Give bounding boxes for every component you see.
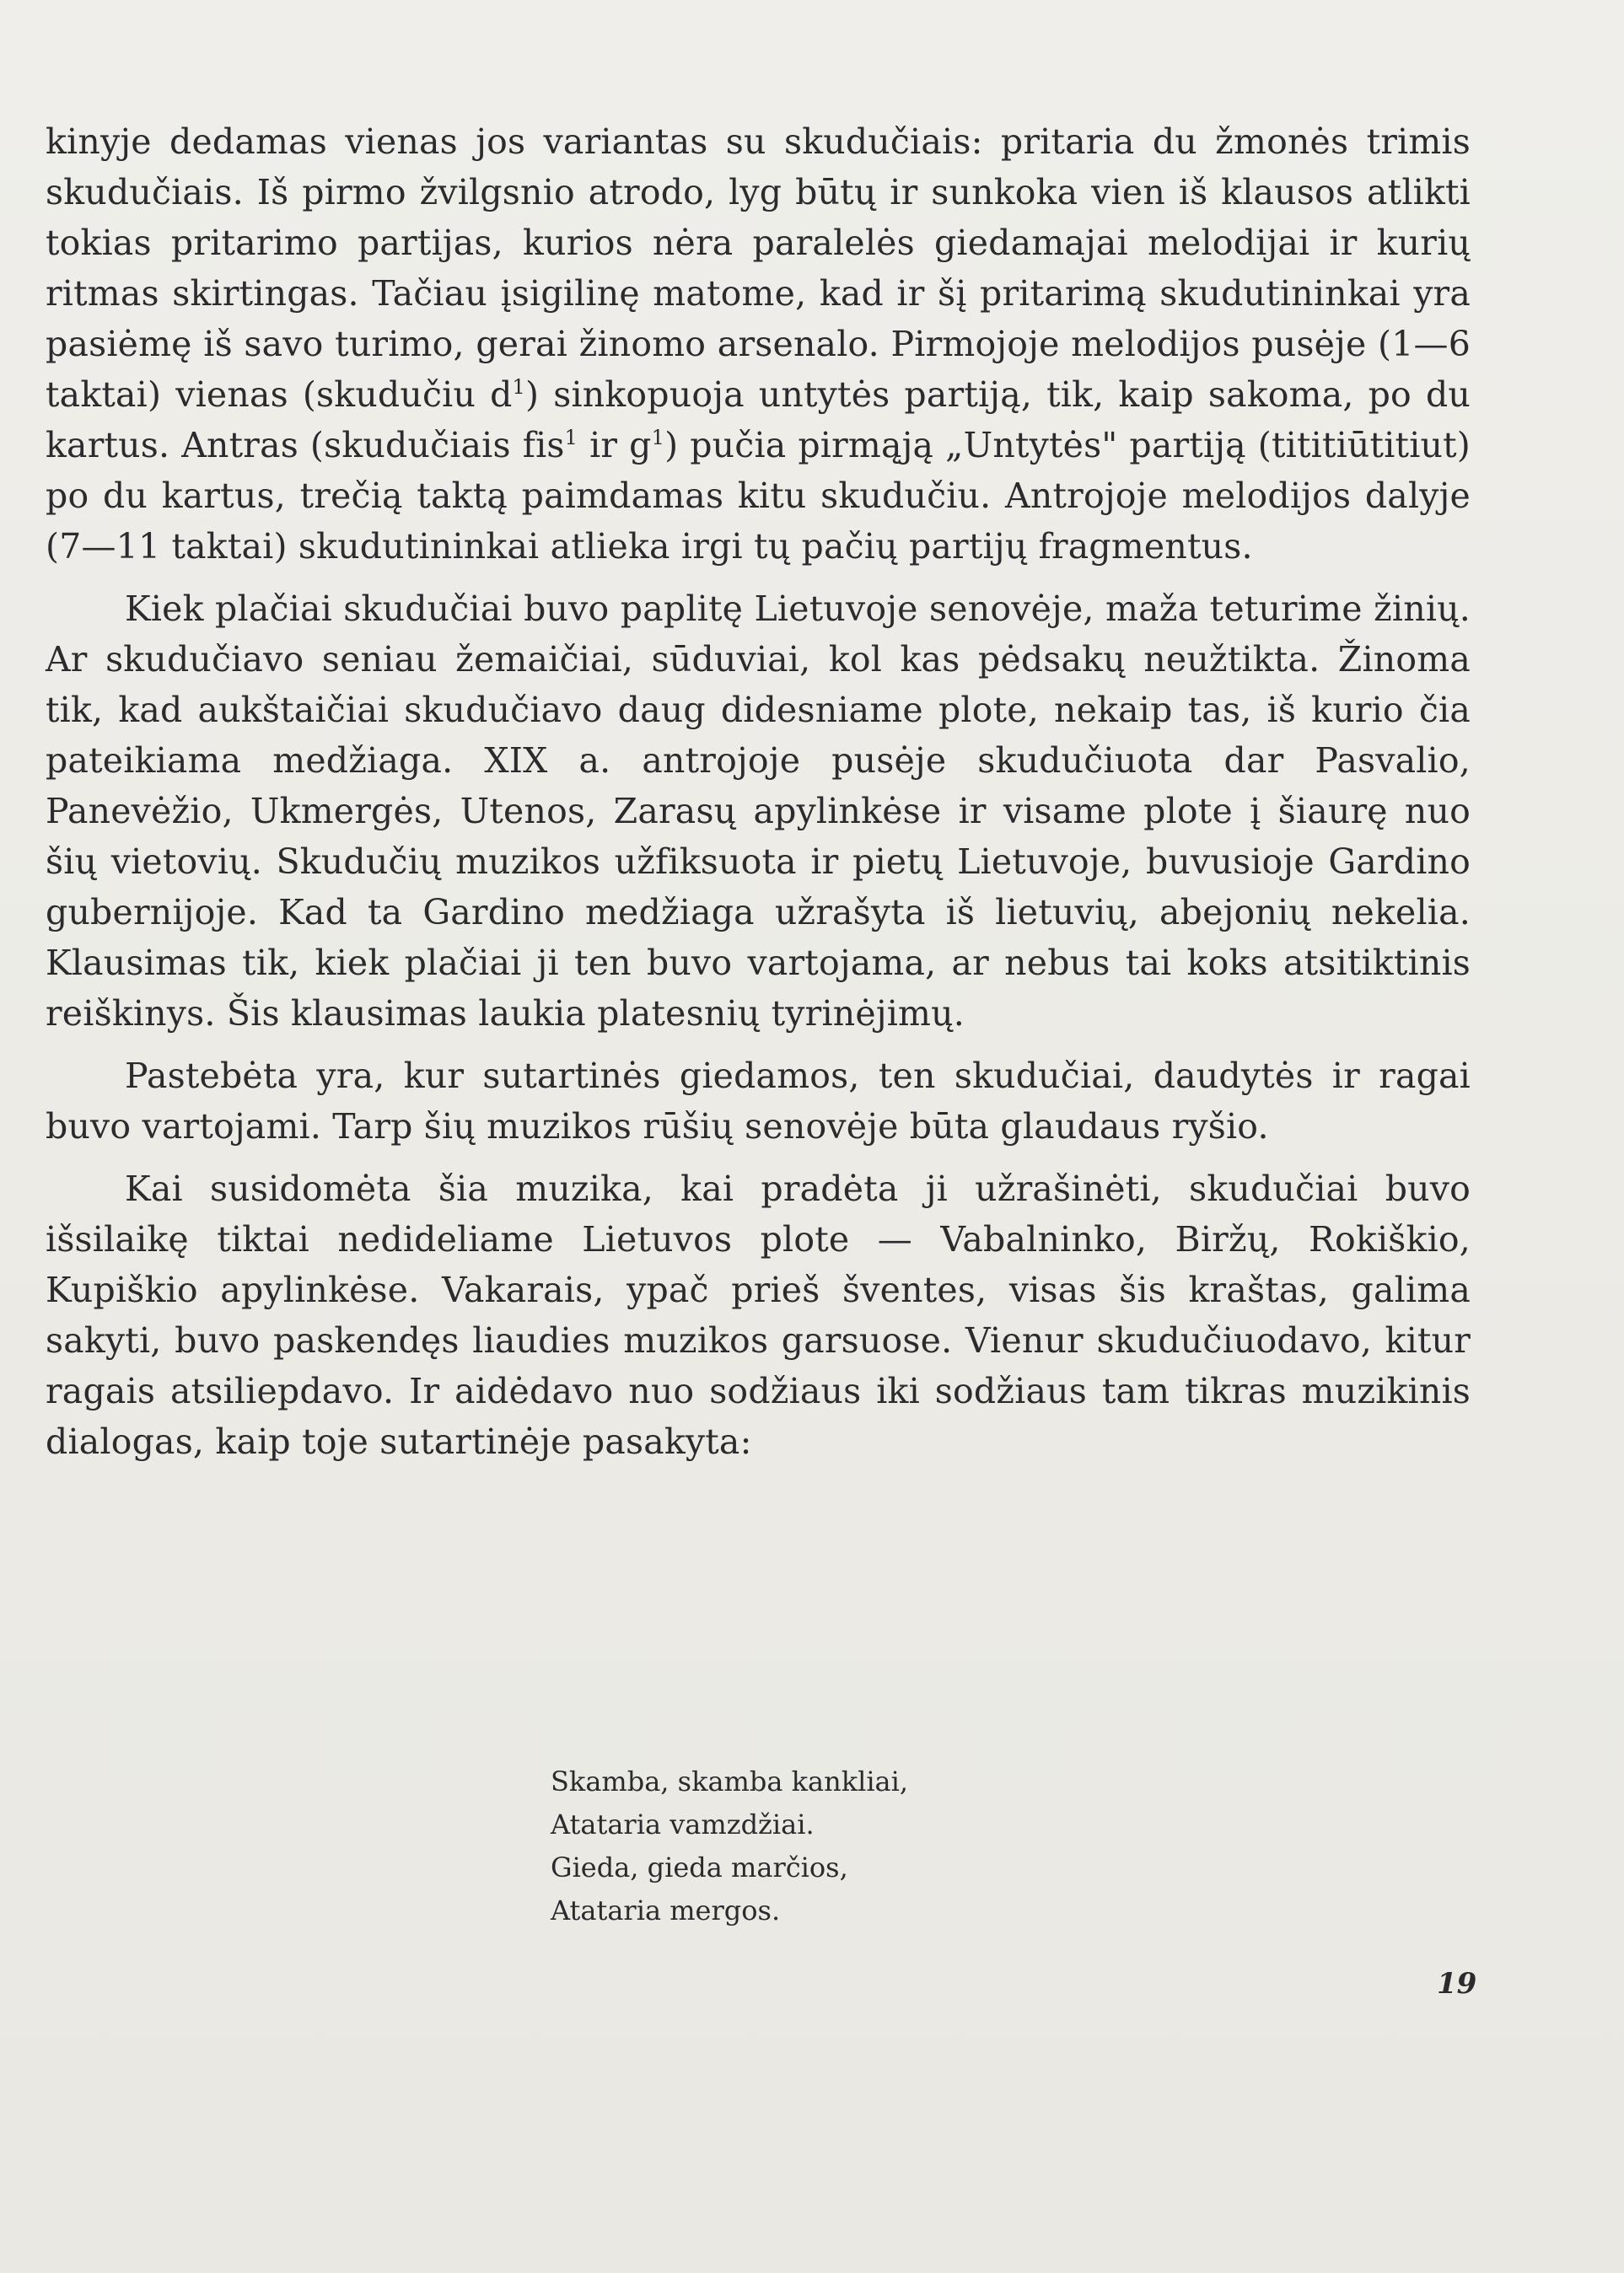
body-text <box>46 116 1471 1467</box>
text-segment: ) pučia pirmąją „Untytės" partiją (tititiūtitiut) po du kartus, trečią taktą paimdamas kitu skudučiu. Antrojoje melodijos dalyje (7—11 taktai) skudutininkai atlieka irgi tų pačių partijų fragmentus. <box>46 425 1471 567</box>
superscript: 1 <box>651 426 665 449</box>
paragraph-1 <box>46 116 1471 572</box>
superscript: 1 <box>564 426 578 449</box>
text-segment: Kiek plačiai skudučiai buvo paplitę Lietuvoje senovėje, maža teturime žinių. Ar skudučiavo seniau žemaičiai, sūduviai, kol kas pėdsakų neužtikta. Žinoma tik, kad aukštaičiai skudučiavo daug didesniame plote, nekaip tas, iš kurio čia pateikiama medžiaga. XIX a. antrojoje pusėje skudučiuota dar Pasvalio, Panevėžio, Ukmergės, Utenos, Zarasų apylinkėse ir visame plote į šiaurę nuo šių vietovių. Skudučių muzikos užfiksuota ir pietų Lietuvoje, buvusioje Gardino gubernijoje. Kad ta Gardino medžiaga užrašyta iš lietuvių, abejonių nekelia. Klausimas tik, kiek plačiai ji ten buvo vartojama, ar nebus tai koks atsitiktinis reiškinys. Šis klausimas laukia platesnių tyrinėjimų. <box>46 588 1471 1034</box>
verse-line: Gieda, gieda marčios, <box>551 1851 848 1883</box>
verse-line: Atataria vamzdžiai. <box>551 1808 815 1840</box>
text-segment: kinyje dedamas vienas jos variantas su skudučiais: pritaria du žmonės trimis skudučiais. Iš pirmo žvilgsnio atrodo, lyg būtų ir sunkoka vien iš klausos atlikti tokias pritarimo partijas, kurios nėra paralelės giedamajai melodijai ir kurių ritmas skirtingas. Tačiau įsigilinę matome, kad ir šį pritarimą skudutininkai yra pasiėmę iš savo turimo, gerai žinomo arsenalo. Pirmojoje melodijos pusėje (1—6 taktai) vienas (skudučiu d <box>46 121 1471 415</box>
superscript: 1 <box>512 375 525 399</box>
verse-line: Skamba, skamba kankliai, <box>551 1765 909 1797</box>
paragraph-3 <box>46 1051 1471 1152</box>
text-segment: ir g <box>578 425 652 465</box>
text-segment: Kai susidomėta šia muzika, kai pradėta ji užrašinėti, skudučiai buvo išsilaikę tiktai nedideliame Lietuvos plote — Vabalninko, Biržų, Rokiškio, Kupiškio apylinkėse. Vakarais, ypač prieš šventes, visas šis kraštas, galima sakyti, buvo paskendęs liaudies muzikos garsuose. Vienur skudučiuodavo, kitur ragais atsiliepdavo. Ir aidėdavo nuo sodžiaus iki sodžiaus tam tikras muzikinis dialogas, kaip toje sutartinėje pasakyta: <box>46 1169 1471 1462</box>
paragraph-4 <box>46 1163 1471 1467</box>
verse-line: Atataria mergos. <box>551 1894 781 1926</box>
quoted-verse <box>551 1760 908 1932</box>
page-number: 19 <box>1437 1967 1477 2001</box>
paragraph-2 <box>46 583 1471 1039</box>
text-segment: Pastebėta yra, kur sutartinės giedamos, ten skudučiai, daudytės ir ragai buvo vartojami. Tarp šių muzikos rūšių senovėje būta glaudaus ryšio. <box>46 1056 1471 1147</box>
text-segment: ) sinkopuoja untytės partiją, tik, kaip sakoma, po du kartus. Antras (skudučiais fis <box>46 374 1471 465</box>
